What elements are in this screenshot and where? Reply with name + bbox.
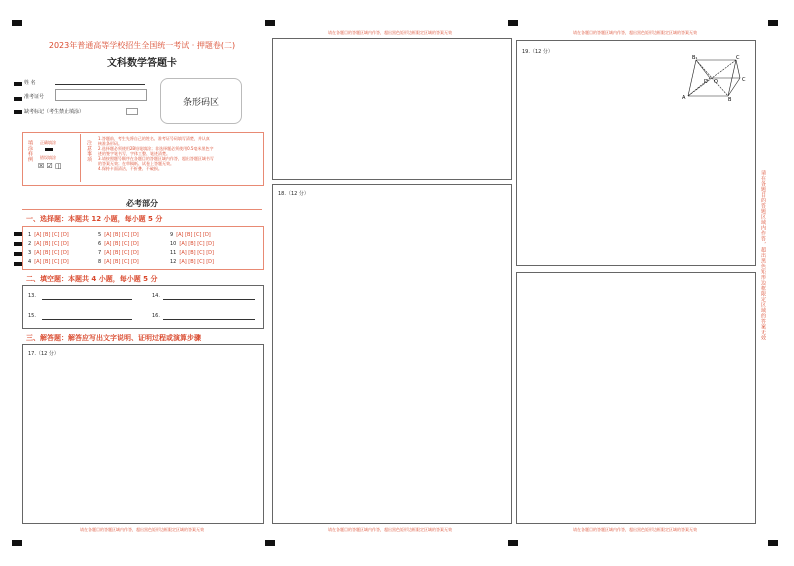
blank-label: 14. [152, 293, 160, 299]
blank-label: 13. [28, 293, 36, 299]
filled-example [45, 148, 53, 151]
notice-label: 注意事项 [86, 140, 92, 162]
vertex-label: O [714, 79, 718, 85]
barcode-label: 条形码区 [182, 97, 219, 108]
timing-mark [14, 232, 22, 236]
registration-mark [12, 20, 22, 26]
choice-row[interactable]: 8 [A] [B] [C] [D] [98, 259, 139, 265]
registration-mark [265, 540, 275, 546]
vertex-label: A [682, 95, 686, 101]
registration-mark [768, 20, 778, 26]
absence-label: 缺考标记（考生禁止填涂） [24, 109, 85, 115]
timing-mark [14, 82, 22, 86]
blank-input[interactable] [163, 319, 255, 320]
blank-input[interactable] [42, 299, 132, 300]
registration-mark [768, 540, 778, 546]
exam-title: 2023年普通高等学校招生全国统一考试 · 押题卷(二) [48, 41, 236, 50]
vertex-label: C [742, 77, 746, 83]
vertex-label: D [704, 79, 708, 85]
choice-row[interactable]: 5 [A] [B] [C] [D] [98, 232, 139, 238]
divider [22, 209, 262, 210]
choice-row[interactable]: 6 [A] [B] [C] [D] [98, 241, 139, 247]
blank-label: 15. [28, 313, 36, 319]
absence-box[interactable] [126, 108, 138, 115]
wrong-fill-label: 错误填涂 [40, 155, 56, 160]
timing-mark [14, 242, 22, 246]
q18-answer-box[interactable] [272, 184, 512, 524]
timing-mark [14, 97, 22, 101]
divider [80, 134, 81, 182]
fill-example-label: 填涂样例 [27, 140, 33, 162]
bottom-warning: 请在各题目的答题区域内作答，超出黑色矩形边框限定区域的答案无效 [573, 527, 697, 532]
vertex-label: B₁ [692, 55, 698, 61]
choice-row[interactable]: 9 [A] [B] [C] [D] [170, 232, 211, 238]
top-warning: 请在各题目的答题区域内作答，超出黑色矩形边框限定区域的答案无效 [573, 30, 697, 35]
bottom-warning: 请在各题目的答题区域内作答，超出黑色矩形边框限定区域的答案无效 [80, 527, 204, 532]
required-section-title: 必考部分 [126, 199, 158, 208]
choice-row[interactable]: 2 [A] [B] [C] [D] [28, 241, 69, 247]
card-title: 文科数学答题卡 [107, 58, 177, 69]
choice-row[interactable]: 1 [A] [B] [C] [D] [28, 232, 69, 238]
top-warning: 请在各题目的答题区域内作答，超出黑色矩形边框限定区域的答案无效 [328, 30, 452, 35]
fill-in-box [22, 285, 264, 329]
wrong-fill-glyphs: ☒ ☑ ◫ [38, 162, 62, 170]
id-field[interactable] [55, 89, 147, 101]
part3-title: 三、解答题：解答应写出文字说明、证明过程或演算步骤 [26, 334, 201, 342]
timing-mark [14, 262, 22, 266]
timing-mark [14, 252, 22, 256]
registration-mark [265, 20, 275, 26]
part2-title: 二、填空题：本题共 4 小题，每小题 5 分 [26, 275, 158, 283]
choice-row[interactable]: 12 [A] [B] [C] [D] [170, 259, 214, 265]
correct-fill-label: 正确填涂 [40, 140, 56, 145]
choice-row[interactable]: 3 [A] [B] [C] [D] [28, 250, 69, 256]
edge [736, 60, 740, 78]
barcode-area [160, 78, 242, 124]
choice-row[interactable]: 11 [A] [B] [C] [D] [170, 250, 214, 256]
choice-row[interactable]: 10 [A] [B] [C] [D] [170, 241, 214, 247]
prism-figure [680, 50, 750, 102]
vertex-label: C [736, 55, 740, 61]
blank-input[interactable] [42, 319, 132, 320]
q17-label: 17.（12 分） [28, 351, 59, 357]
part1-title: 一、选择题：本题共 12 小题，每小题 5 分 [26, 215, 163, 223]
choice-row[interactable]: 7 [A] [B] [C] [D] [98, 250, 139, 256]
q19-continued-box[interactable] [516, 272, 756, 524]
registration-mark [508, 540, 518, 546]
name-field[interactable] [55, 84, 145, 85]
q19-label: 19.（12 分） [522, 49, 553, 55]
q18-label: 18.（12 分） [278, 191, 309, 197]
registration-mark [508, 20, 518, 26]
blank-input[interactable] [163, 299, 255, 300]
name-label: 姓 名 [24, 80, 36, 86]
side-warning: 请在各题目的答题区域内作答，超出黑色矩形边框限定区域的答案无效 [760, 170, 766, 341]
choice-row[interactable]: 4 [A] [B] [C] [D] [28, 259, 69, 265]
q17-continued-box[interactable] [272, 38, 512, 180]
id-label: 准考证号 [24, 94, 45, 100]
notice-text: 1.答题前，考生先将自己的姓名、准考证号码填写清楚，并认真 核准条形码。 2.选择题必须使用2B铅笔填涂；非选择题必须使用0.5毫米黑色字 迹的签字笔书写，字体工整、笔迹清楚。 3.请按照题号顺序在各题目的答题区域内作答，超出答题区域书写 的答案无效；在草稿纸、试卷上答题无效。 4.保持卡面清洁，不折叠、不破损。 [98, 136, 214, 171]
registration-mark [12, 540, 22, 546]
timing-mark [14, 110, 22, 114]
q17-answer-box[interactable] [22, 344, 264, 524]
vertex-label: B [728, 97, 732, 102]
bottom-warning: 请在各题目的答题区域内作答，超出黑色矩形边框限定区域的答案无效 [328, 527, 452, 532]
blank-label: 16. [152, 313, 160, 319]
